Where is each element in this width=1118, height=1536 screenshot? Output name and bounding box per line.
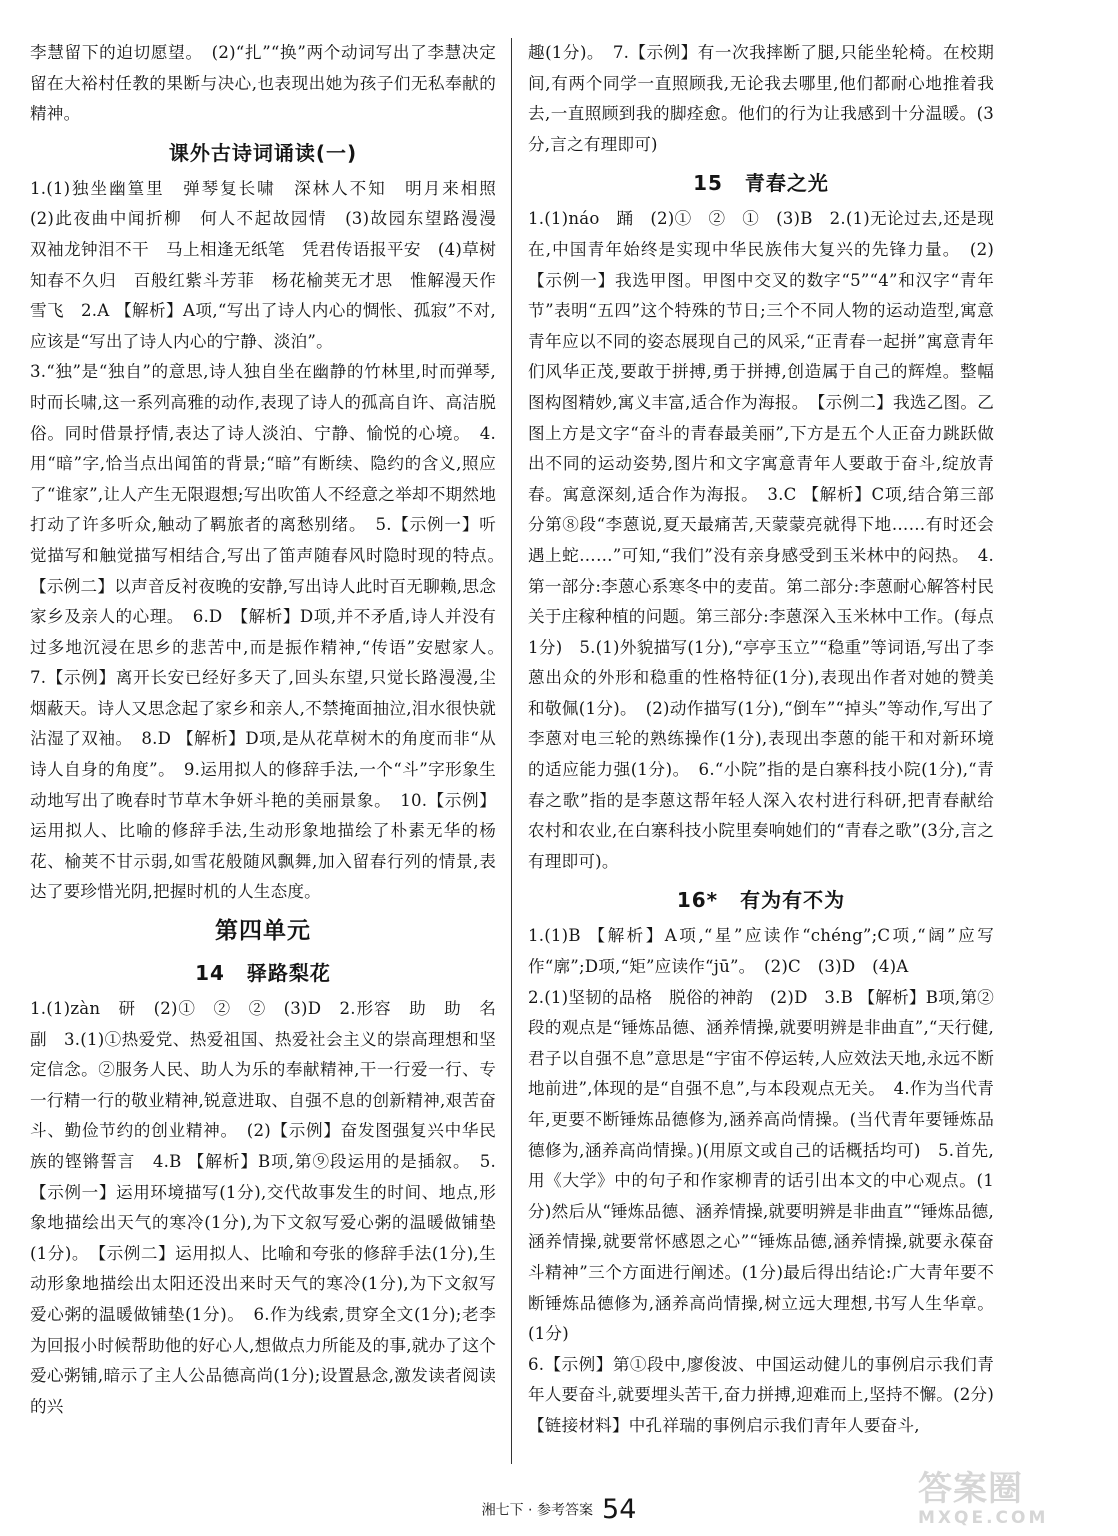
paragraph-lesson-14: 1.(1)zàn 研 (2)① ② ② (3)D 2.形容 助 助 名 副 3.(1)①热爱党、热爱祖国、热爱社会主义的崇高理想和坚定信念。②服务人民、助人为乐的奉献精神,干一行爱一行、专一行精一行的敬业精神,锐意进取、自强不息的创新精神,艰苦奋斗、勤俭节约的创业精神。 (2)【示例】奋发图强复兴中华民族的铿锵誓言 4.B 【解析】B项,第⑨段运用的是插叙。 5.【示例一】运用环境描写(1分),交代故事发生的时间、地点,形象地描绘出天气的寒冷(1分),为下文叙写爱心粥的温暖做铺垫(1分)。 【示例二】运用拟人、比喻和夸张的修辞手法(1分),生动形象地描绘出太阳还没出来时天气的寒冷(1分),为下文叙写爱心粥的温暖做铺垫(1分)。 6.作为线索,贯穿全文(1分);老李为回报小时候帮助他的好心人,想做点力所能及的事,就办了这个爱心粥铺,暗示了主人公品德高尚(1分);设置悬念,激发读者阅读的兴	[30, 999, 513, 1416]
lesson-heading-15	[528, 166, 994, 200]
paragraph-poetry-q1-q2: 1.(1)独坐幽篁里 弹琴复长啸 深林人不知 明月来相照 (2)此夜曲中闻折柳 何人不起故园情 (3)故园东望路漫漫 双袖龙钟泪不干 马上相逢无纸笔 凭君传语报平安 (4)草树知春不久归 百般红紫斗芳菲 杨花榆荚无才思 惟解漫天作雪飞 2.A 【解析】A项,“写出了诗人内心的惆怅、孤寂”不对,应该是“写出了诗人内心的宁静、淡泊”。	[30, 178, 513, 351]
watermark-logo	[918, 1470, 1108, 1532]
watermark-url: MXQE.COM	[918, 1508, 1049, 1528]
lesson-number: 14	[195, 961, 225, 986]
paragraph-continued: 趣(1分)。 7.【示例】有一次我摔断了腿,只能坐轮椅。在校期间,有两个同学一直照顾我,无论我去哪里,他们都耐心地推着我去,一直照顾到我的脚痊愈。他们的行为让我感到十分温暖。(3分,言之有理即可)	[528, 43, 994, 154]
watermark-text: 答案圈	[918, 1469, 1023, 1509]
paragraph-poetry-q3-q10: 3.“独”是“独自”的意思,诗人独自坐在幽静的竹林里,时而弹琴,时而长啸,这一系列高雅的动作,表现了诗人的孤高自许、高洁脱俗。同时借景抒情,表达了诗人淡泊、宁静、愉悦的心境。 4.用“暗”字,恰当点出闻笛的背景;“暗”有断续、隐约的含义,照应了“谁家”,让人产生无限遐想;写出吹笛人不经意之举却不期然地打动了许多听众,触动了羁旅者的离愁别绪。 5.【示例一】听觉描写和触觉描写相结合,写出了笛声随春风时隐时现的特点。 【示例二】以声音反衬夜晚的安静,写出诗人此时百无聊赖,思念家乡及亲人的心理。 6.D 【解析】D项,并不矛盾,诗人并没有过多地沉浸在思乡的悲苦中,而是振作精神,“传语”安慰家人。 7.【示例】离开长安已经好多天了,回头东望,只觉长路漫漫,尘烟蔽天。诗人又思念起了家乡和亲人,不禁掩面抽泣,泪水很快就沾湿了双袖。 8.D 【解析】D项,是从花草树木的角度而非“从诗人自身的角度”。 9.运用拟人的修辞手法,一个“斗”字形象生动地写出了晚春时节草木争妍斗艳的美丽景象。 10.【示例】运用拟人、比喻的修辞手法,生动形象地描绘了朴素无华的杨花、榆荚不甘示弱,如雪花般随风飘舞,加入留春行列的情景,表达了要珍惜光阴,把握时机的人生态度。	[30, 362, 513, 902]
footer-label: 湘七下 · 参考答案	[481, 1502, 593, 1519]
column-divider	[511, 38, 512, 1464]
lesson-title: 青春之光	[744, 171, 829, 196]
paragraph-lesson-16-q6: 6.【示例】第①段中,廖俊波、中国运动健儿的事例启示我们青年人要奋斗,就要埋头苦干,奋力拼搏,迎难而上,坚持不懈。(2分)【链接材料】中孔祥瑞的事例启示我们青年人要奋斗,	[528, 1354, 994, 1435]
unit-heading: 第四单元	[215, 918, 311, 945]
lesson-title: 驿路梨花	[246, 961, 331, 986]
lesson-heading-14	[30, 956, 496, 990]
lesson-heading-16	[528, 883, 994, 917]
lesson-number: 15	[693, 171, 723, 196]
section-heading-ancient-poetry: 课外古诗词诵读(一)	[168, 140, 358, 165]
right-column	[528, 38, 994, 1466]
lesson-title: 有为有不为	[740, 888, 846, 913]
lesson-number: 16*	[676, 888, 719, 913]
left-column	[30, 38, 513, 1466]
paragraph-lesson-16-q2-q5: 2.(1)坚韧的品格 脱俗的神韵 (2)D 3.B 【解析】B项,第②段的观点是“锤炼品德、涵养情操,就要明辨是非曲直”,“天行健,君子以自强不息”意思是“宇宙不停运转,人应效法天地,永远不断地前进”,体现的是“自强不息”,与本段观点无关。 4.作为当代青年,更要不断锤炼品德修为,涵养高尚情操。(当代青年要锤炼品德修为,涵养高尚情操。)(用原文或自己的话概括均可) 5.首先,用《大学》中的句子和作家柳青的话引出本文的中心观点。(1分)然后从“锤炼品德、涵养情操,就要明辨是非曲直”“锤炼品德,涵养情操,就要常怀感恩之心”“锤炼品德,涵养情操,就要永葆奋斗精神”三个方面进行阐述。(1分)最后得出结论:广大青年要不断锤炼品德修为,涵养高尚情操,树立远大理想,书写人生华章。(1分)	[528, 987, 994, 1344]
page-number: 54	[602, 1494, 637, 1525]
paragraph-intro: 李慧留下的迫切愿望。 (2)“扎”“换”两个动词写出了李慧决定留在大裕村任教的果断与决心,也表现出她为孩子们无私奉献的精神。	[30, 43, 496, 124]
paragraph-lesson-16-q1: 1.(1)B 【解析】A项,“星”应读作“chéng”;C项,“阔”应写作“廓”;D项,“矩”应读作“jū”。 (2)C (3)D (4)A	[528, 926, 994, 977]
paragraph-lesson-15: 1.(1)náo 踊 (2)① ② ① (3)B 2.(1)无论过去,还是现在,中国青年始终是实现中华民族伟大复兴的先锋力量。 (2)【示例一】我选甲图。甲图中交叉的数字“5”“4”和汉字“青年节”表明“五四”这个特殊的节日;三个不同人物的运动造型,寓意青年应以不同的姿态展现自己的风采,“正青春一起拼”寓意青年们风华正茂,要敢于拼搏,勇于拼搏,创造属于自己的辉煌。整幅图构图精妙,寓义丰富,适合作为海报。 【示例二】我选乙图。乙图上方是文字“奋斗的青春最美丽”,下方是五个人正奋力跳跃做出不同的运动姿势,图片和文字寓意青年人要敢于奋斗,绽放青春。寓意深刻,适合作为海报。 3.C 【解析】C项,结合第三部分第⑧段“李蒽说,夏天最痛苦,天蒙蒙亮就得下地……有时还会遇上蛇……”可知,“我们”没有亲身感受到玉米林中的闷热。 4.第一部分:李蒽心系寒冬中的麦苗。第二部分:李蒽耐心解答村民关于庄稼种植的问题。第三部分:李蒽深入玉米林中工作。(每点1分) 5.(1)外貌描写(1分),“亭亭玉立”“稳重”等词语,写出了李蒽出众的外形和稳重的性格特征(1分),表现出作者对她的赞美和敬佩(1分)。 (2)动作描写(1分),“倒车”“掉头”等动作,写出了李蒽对电三轮的熟练操作(1分),表现出李蒽的能干和对新环境的适应能力强(1分)。 6.“小院”指的是白寨科技小院(1分),“青春之歌”指的是李蒽这帮年轻人深入农村进行科研,把青春献给农村和农业,在白寨科技小院里奏响她们的“青春之歌”(3分,言之有理即可)。	[528, 209, 994, 871]
